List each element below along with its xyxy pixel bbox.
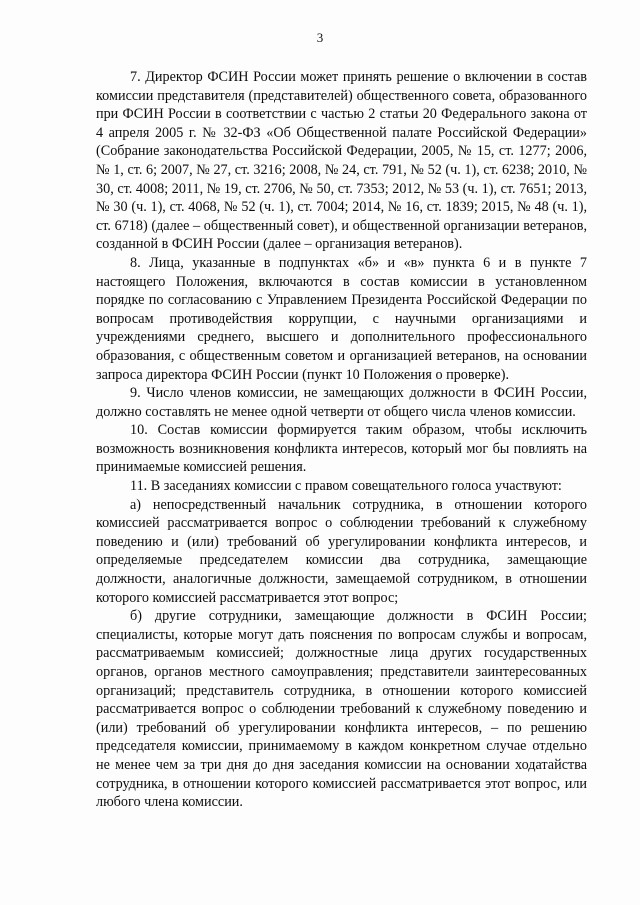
page-number: 3 bbox=[316, 30, 324, 45]
paragraph-7: 7. Директор ФСИН России может принять решение о включении в состав комиссии представителя (представителей) общественного совета, образованного при ФСИН России в соответствии с частью 2 статьи 20 Федерального закона от 4 апреля 2005 г. № 32-ФЗ «Об Общественной палате Российской Федерации» (Собрание законодательства Российской Федерации, 2005, № 15, ст. 1277; 2006, № 1, ст. 6; 2007, № 27, ст. 3216; 2008, № 24, ст. 791, № 52 (ч. 1), ст. 6238; 2010, № 30, ст. 4008; 2011, № 19, ст. 2706, № 50, ст. 7353; 2012, № 53 (ч. 1), ст. 7651; 2013, № 30 (ч. 1), ст. 4068, № 52 (ч. 1), ст. 7004; 2014, № 16, ст. 1839; 2015, № 48 (ч. 1), ст. 6718) (далее – общественный совет), и общественной организации ветеранов, созданной в ФСИН России (далее – организация ветеранов). bbox=[96, 69, 587, 253]
paragraph-8: 8. Лица, указанные в подпунктах «б» и «в» пункта 6 и в пункте 7 настоящего Положения, включаются в состав комиссии в установленном порядке по согласованию с Управлением Президента Российской Федерации по вопросам противодействия коррупции, с научными организациями и учреждениями среднего, высшего и дополнительного профессионального образования, с общественным советом и организацией ветеранов, на основании запроса директора ФСИН России (пункт 10 Положения о проверке). bbox=[96, 254, 587, 383]
document-body bbox=[96, 68, 587, 812]
paragraph-9: 9. Число членов комиссии, не замещающих должности в ФСИН России, должно составлять не менее одной четверти от общего числа членов комиссии. bbox=[96, 385, 587, 420]
paragraph-10: 10. Состав комиссии формируется таким образом, чтобы исключить возможность возникновения конфликта интересов, который мог бы повлиять на принимаемые комиссией решения. bbox=[96, 422, 587, 476]
paragraph-11-a: а) непосредственный начальник сотрудника, в отношении которого комиссией рассматривается вопрос о соблюдении требований к служебному поведению и (или) требований об урегулировании конфликта интересов, и определяемые председателем комиссии два сотрудника, замещающие должности, аналогичные должности, замещаемой сотрудником, в отношении которого комиссией рассматривается этот вопрос; bbox=[96, 496, 587, 606]
paragraph-11-b: б) другие сотрудники, замещающие должности в ФСИН России; специалисты, которые могут дать пояснения по вопросам службы и вопросам, рассматриваемым комиссией; должностные лица других государственных органов, органов местного самоуправления; представители заинтересованных организаций; представитель сотрудника, в отношении которого комиссией рассматривается вопрос о соблюдении требований к служебному поведению и (или) требований об урегулировании конфликта интересов, – по решению председателя комиссии, принимаемому в каждом конкретном случае отдельно не менее чем за три дня до дня заседания комиссии на основании ходатайства сотрудника, в отношении которого комиссией рассматривается этот вопрос, или любого члена комиссии. bbox=[96, 608, 587, 811]
paragraph-11: 11. В заседаниях комиссии с правом совещательного голоса участвуют: bbox=[130, 478, 562, 495]
